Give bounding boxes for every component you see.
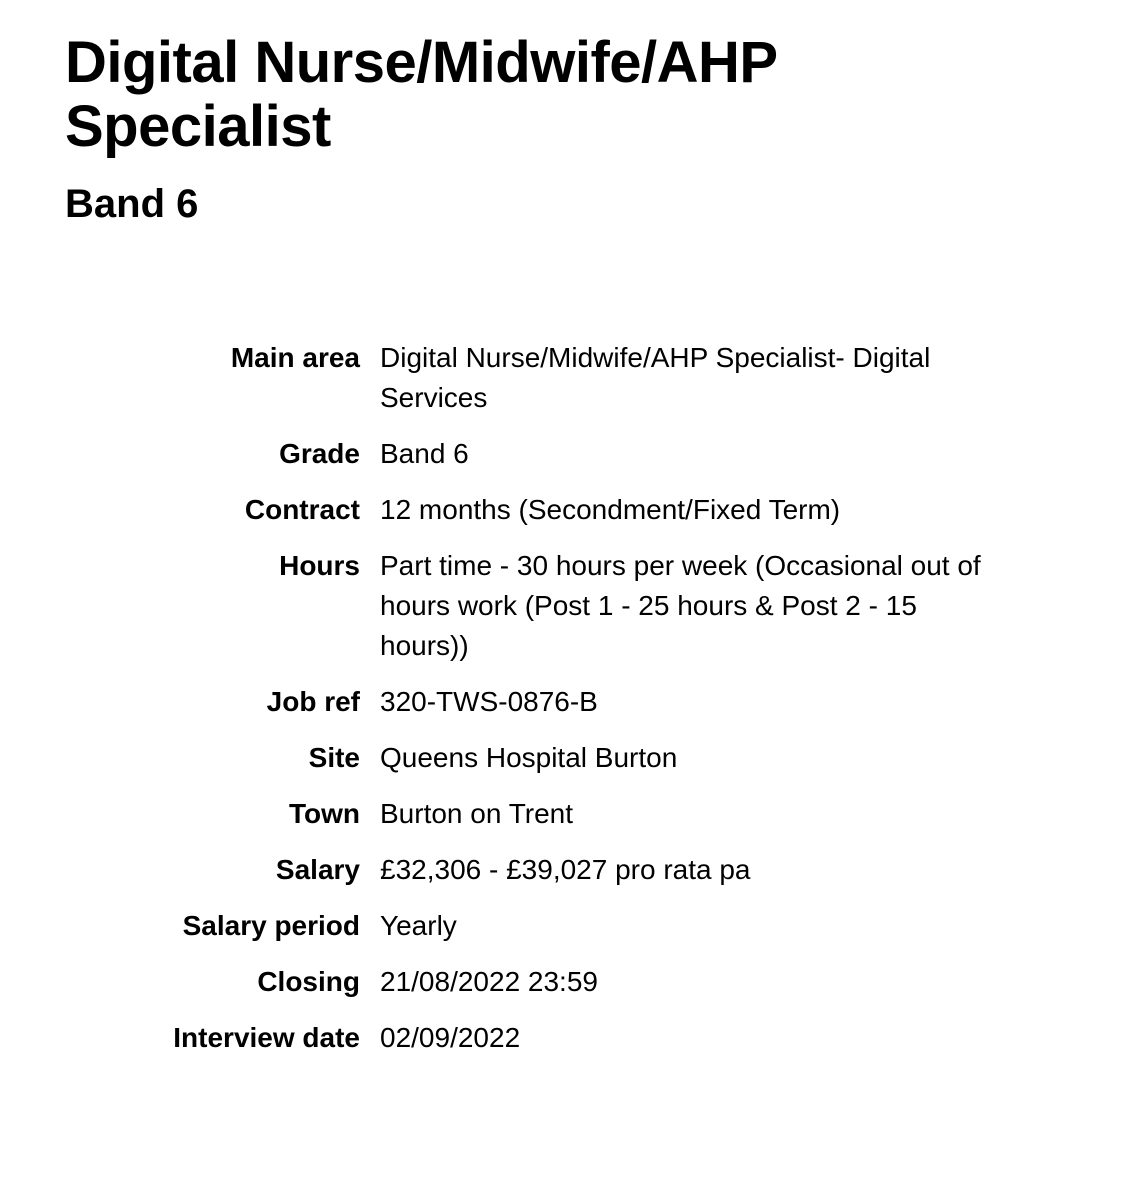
detail-value: Digital Nurse/Midwife/AHP Specialist- Digital Services [380, 342, 931, 413]
detail-row-site [0, 738, 1133, 778]
detail-value: 320-TWS-0876-B [380, 686, 598, 717]
detail-row-job-ref [0, 682, 1133, 722]
detail-row-contract [0, 490, 1133, 530]
job-details-list [0, 338, 1133, 1074]
detail-label: Grade [279, 438, 360, 469]
detail-value: 21/08/2022 23:59 [380, 966, 598, 997]
detail-label: Interview date [173, 1022, 360, 1053]
detail-value: 12 months (Secondment/Fixed Term) [380, 494, 841, 525]
detail-row-hours [0, 546, 1133, 666]
detail-value: 02/09/2022 [380, 1022, 521, 1053]
job-band: Band 6 [65, 182, 199, 226]
detail-label: Town [288, 798, 360, 829]
detail-label: Contract [244, 494, 360, 525]
detail-row-salary [0, 850, 1133, 890]
detail-value: Queens Hospital Burton [380, 742, 678, 773]
job-title: Digital Nurse/Midwife/AHP Specialist [65, 30, 777, 159]
detail-value: Burton on Trent [380, 798, 574, 829]
detail-label: Site [308, 742, 360, 773]
detail-value: Yearly [380, 910, 457, 941]
detail-value: Part time - 30 hours per week (Occasional out of hours work (Post 1 - 25 hours & Post 2 - 15 hours)) [380, 550, 981, 661]
detail-row-town [0, 794, 1133, 834]
detail-row-grade [0, 434, 1133, 474]
detail-row-interview-date [0, 1018, 1133, 1058]
detail-label: Salary [275, 854, 360, 885]
detail-value: Band 6 [380, 438, 469, 469]
detail-label: Salary period [182, 910, 360, 941]
detail-label: Closing [257, 966, 360, 997]
detail-value: £32,306 - £39,027 pro rata pa [380, 854, 751, 885]
detail-label: Job ref [266, 686, 360, 717]
detail-row-closing [0, 962, 1133, 1002]
detail-row-main-area [0, 338, 1133, 418]
detail-label: Hours [279, 550, 360, 581]
detail-label: Main area [230, 342, 360, 373]
detail-row-salary-period [0, 906, 1133, 946]
